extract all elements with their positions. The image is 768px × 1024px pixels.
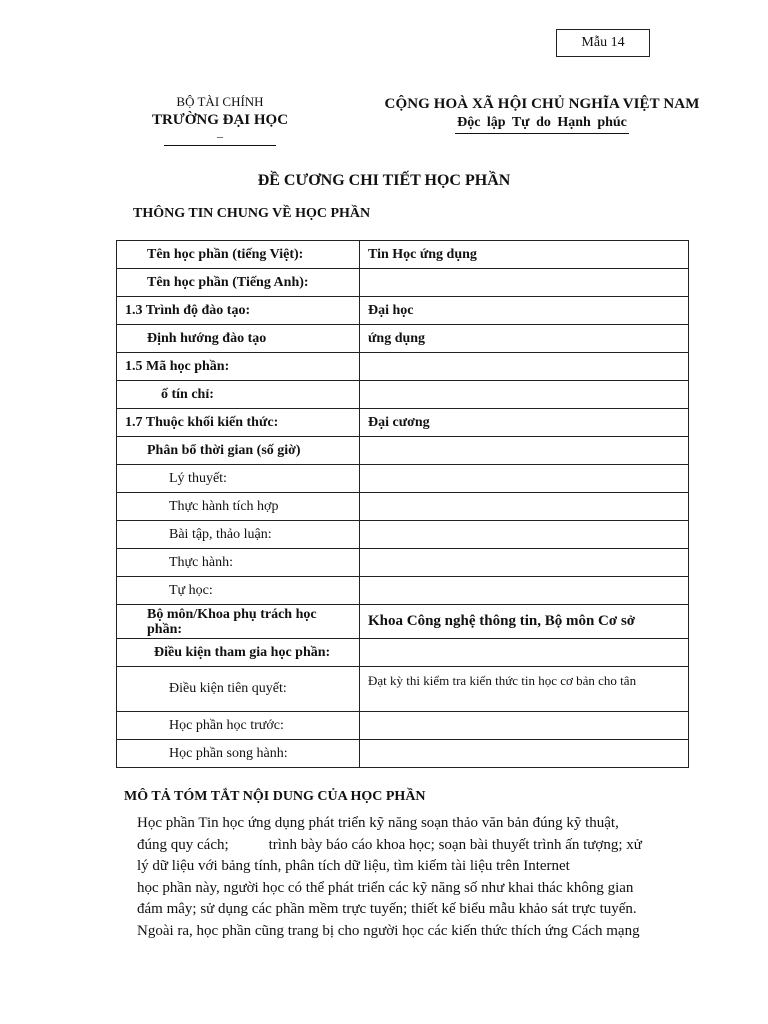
description-line [0,835,697,857]
row-value: Khoa Công nghệ thông tin, Bộ môn Cơ sở [360,605,689,639]
row-label: Bộ môn/Khoa phụ trách học phần: [117,605,360,639]
row-value [360,549,689,577]
table-row [117,493,689,521]
row-value: ứng dụng [360,325,689,353]
table-row [117,549,689,577]
row-value: Tin Học ứng dụng [360,241,689,269]
table-row [117,577,689,605]
table-row [117,605,689,639]
row-value [360,465,689,493]
row-label: Thực hành: [117,549,360,577]
nation-motto: Độc lập Tự do Hạnh phúc [455,114,629,134]
description-line: Học phần Tin học ứng dụng phát triển kỹ năng soạn thảo văn bản đúng kỹ thuật, [137,815,619,831]
ministry-underline [164,145,276,146]
row-label: 1.7 Thuộc khối kiến thức: [117,409,360,437]
table-row [117,740,689,768]
row-label: ố tín chỉ: [117,381,360,409]
row-value: Đạt kỳ thi kiểm tra kiến thức tin học cơ bản cho tân [360,667,689,712]
row-value [360,437,689,465]
row-label: Học phần học trước: [117,712,360,740]
row-label: 1.3 Trình độ đào tạo: [117,297,360,325]
row-value [360,353,689,381]
row-value: Đại cương [360,409,689,437]
row-label: Tự học: [117,577,360,605]
course-description [137,813,697,942]
row-value [360,712,689,740]
row-value [360,381,689,409]
ministry-name: BỘ TÀI CHÍNH [176,94,264,109]
description-line: học phần này, người học có thể phát triển các kỹ năng số như khai thác không gian [137,879,634,896]
table-row [117,325,689,353]
nation-name: CỘNG HOÀ XÃ HỘI CHỦ NGHĨA VIỆT NAM [384,96,700,112]
description-line: Ngoài ra, học phần cũng trang bị cho người học các kiến thức thích ứng Cách mạng [137,922,640,939]
table-row [117,353,689,381]
row-label: Tên học phần (tiếng Việt): [117,241,360,269]
school-name: TRƯỜNG ĐẠI HỌC [151,112,289,128]
table-row [117,639,689,667]
description-line: lý dữ liệu với bảng tính, phân tích dữ liệu, tìm kiếm tài liệu trên Internet [137,858,570,874]
row-label: Học phần song hành: [117,740,360,768]
row-label: Tên học phần (Tiếng Anh): [117,269,360,297]
section-general-info-heading: THÔNG TIN CHUNG VỀ HỌC PHẦN [133,206,371,221]
course-info-table [116,240,689,768]
row-label: Điều kiện tham gia học phần: [117,639,360,667]
description-fragment: trình bày báo cáo khoa học; soạn bài thuyết trình ấn tượng; xử [268,836,642,853]
row-value [360,493,689,521]
table-row [117,269,689,297]
row-label: 1.5 Mã học phần: [117,353,360,381]
form-code-box: Mẫu 14 [556,29,650,57]
row-value [360,269,689,297]
table-row [117,297,689,325]
table-row [117,437,689,465]
row-label: Lý thuyết: [117,465,360,493]
table-row [117,465,689,493]
row-label: Điều kiện tiên quyết: [117,667,360,712]
row-value [360,639,689,667]
school-dash: – [217,129,223,143]
row-value [360,521,689,549]
description-line: đám mây; sử dụng các phần mềm trực tuyến; thiết kế biểu mẫu khảo sát trực tuyến. [137,901,637,917]
table-row [117,521,689,549]
ministry-block [140,94,300,146]
table-row [117,241,689,269]
row-label: Bài tập, thảo luận: [117,521,360,549]
section-description-heading: MÔ TẢ TÓM TẮT NỘI DUNG CỦA HỌC PHẦN [124,789,426,804]
table-row [117,667,689,712]
table-row [117,712,689,740]
row-label: Phân bổ thời gian (số giờ) [117,437,360,465]
row-value [360,740,689,768]
row-value [360,577,689,605]
table-row [117,409,689,437]
document-title: ĐỀ CƯƠNG CHI TIẾT HỌC PHẦN [257,172,511,189]
description-fragment: đúng quy cách; [137,836,229,853]
row-label: Thực hành tích hợp [117,493,360,521]
row-value: Đại học [360,297,689,325]
nation-block [364,95,720,134]
table-row [117,381,689,409]
row-label: Định hướng đào tạo [117,325,360,353]
